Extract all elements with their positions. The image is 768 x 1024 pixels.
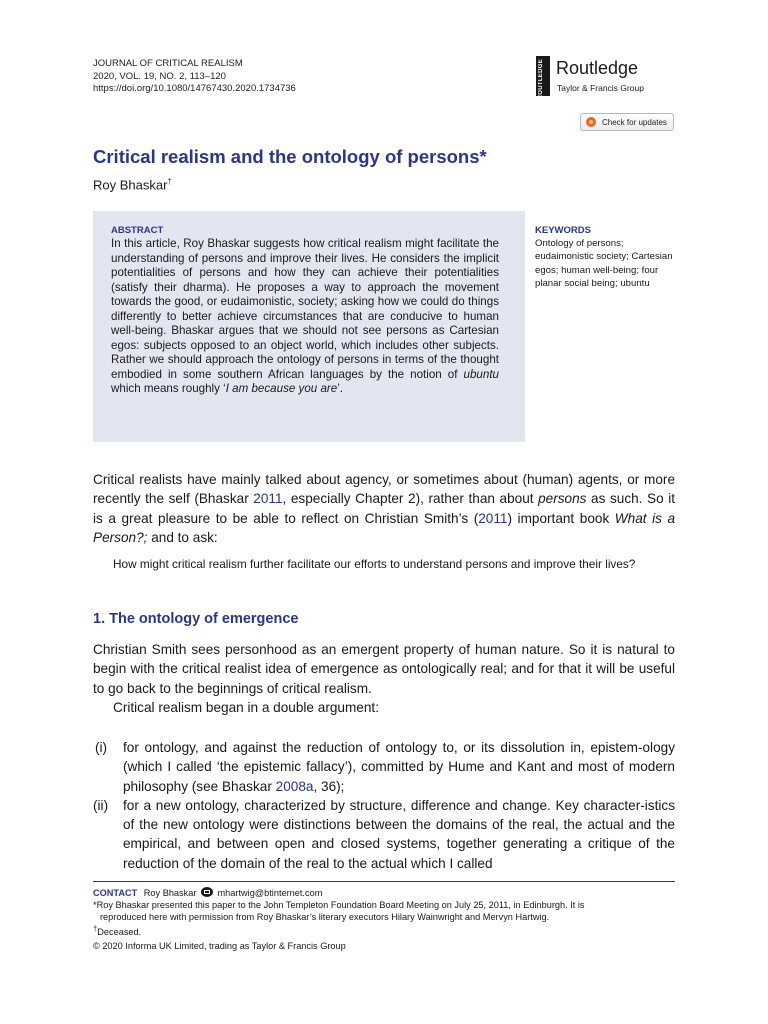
check-for-updates-label: Check for updates — [602, 117, 667, 127]
argument-list — [93, 738, 675, 873]
list-item-number: (ii) — [93, 797, 109, 813]
check-for-updates-button[interactable] — [580, 113, 674, 131]
citation-link[interactable]: 2008a — [275, 778, 314, 794]
article-author — [93, 177, 172, 192]
section-paragraph: Christian Smith sees personhood as an emergent property of human nature. So it is natural to begin with the critical realist idea of emergence as ontologically real; and for that it will be useful to go back to the beginnings of critical realism. — [93, 642, 675, 696]
contact-label: CONTACT — [93, 888, 138, 898]
publisher-subtitle: Taylor & Francis Group — [557, 83, 644, 93]
section-heading: 1. The ontology of emergence — [93, 611, 299, 627]
author-dagger: † — [167, 177, 172, 186]
crossmark-icon — [586, 117, 596, 127]
list-item-number: (i) — [95, 740, 108, 755]
routledge-mark-icon: ROUTLEDGE — [536, 56, 550, 96]
footnote-star: *Roy Bhaskar presented this paper to the John Templeton Foundation Board Meeting on July 25, 2011, in Edinburgh. It is — [93, 899, 585, 910]
contact-line — [93, 887, 683, 900]
list-item: (i) for ontology, and against the reduction of ontology to, or its dissolution in, epistem-ology (which I called ‘the epistemic fallacy’), committed by Hume and Kant and most of modern philosophy (see Bhaskar 2008a, 36); — [95, 740, 675, 794]
contact-email[interactable]: mhartwig@btinternet.com — [217, 888, 323, 898]
article-title: Critical realism and the ontology of persons* — [93, 146, 487, 167]
footnote-dagger: †Deceased. — [93, 924, 142, 938]
citation-link[interactable]: 2011 — [253, 491, 283, 507]
email-icon — [201, 887, 213, 897]
keywords-text: Ontology of persons; eudaimonistic society; Cartesian egos; human well-being; four planar social being; ubuntu — [535, 238, 673, 290]
abstract-box — [93, 211, 525, 442]
journal-name: JOURNAL OF CRITICAL REALISM — [93, 58, 243, 69]
journal-header — [93, 58, 296, 96]
journal-doi[interactable]: https://doi.org/10.1080/14767430.2020.1734736 — [93, 83, 296, 94]
copyright: © 2020 Informa UK Limited, trading as Taylor & Francis Group — [93, 941, 346, 952]
author-name: Roy Bhaskar — [93, 177, 168, 193]
section-paragraph-indent: Critical realism began in a double argument: — [113, 700, 379, 715]
publisher-logo — [536, 56, 686, 98]
keywords-heading: KEYWORDS — [535, 225, 591, 236]
contact-name: Roy Bhaskar — [143, 888, 197, 898]
citation-link[interactable]: 2011 — [478, 510, 508, 526]
abstract-text: In this article, Roy Bhaskar suggests how critical realism might facilitate the understanding of persons and improve their lives. He considers the implicit potentialities of persons and how they can achieve their potentialities (satisfy their dharma). He proposes a way to approach the movement towards the good, or eudaimonistic, society; asking how we could do things differently to better achieve circumstances that are conducive to human well-being. Bhaskar argues that we should not see persons as Cartesian egos: subjects opposed to an object world, which includes other subjects. Rather we should approach the ontology of persons in terms of the thought embodied in some southern African languages by the notion of ubuntu which means roughly ‘I am because you are’. — [111, 237, 499, 395]
block-quote: How might critical realism further facilitate our efforts to understand persons and improve their lives? — [113, 557, 636, 571]
intro-paragraph: Critical realists have mainly talked about agency, or sometimes about (human) agents, or more recently the self (Bhaskar 2011, especially Chapter 2), rather than about persons as such. So it is a great pleasure to be able to reflect on Christian Smith’s (2011) important book What is a Person?; and to ask: — [93, 472, 676, 545]
footnotes — [93, 887, 683, 953]
journal-citation: 2020, VOL. 19, NO. 2, 113–120 — [93, 70, 226, 82]
publisher-name: Routledge — [556, 58, 639, 78]
footnote-rule — [93, 881, 675, 882]
list-item: (ii) for a new ontology, characterized by structure, difference and change. Key character-istics of the new ontology were distinctions between the domains of the real, the actual and the empirical, and between open and closed systems, together generating a critique of the reduction of the domain of the real to the actual which I called — [93, 797, 675, 871]
footnote-star-cont: reproduced here with permission from Roy Bhaskar’s literary executors Hilary Wainwright and Mervyn Hartwig. — [100, 911, 550, 922]
abstract-heading: ABSTRACT — [111, 225, 164, 236]
